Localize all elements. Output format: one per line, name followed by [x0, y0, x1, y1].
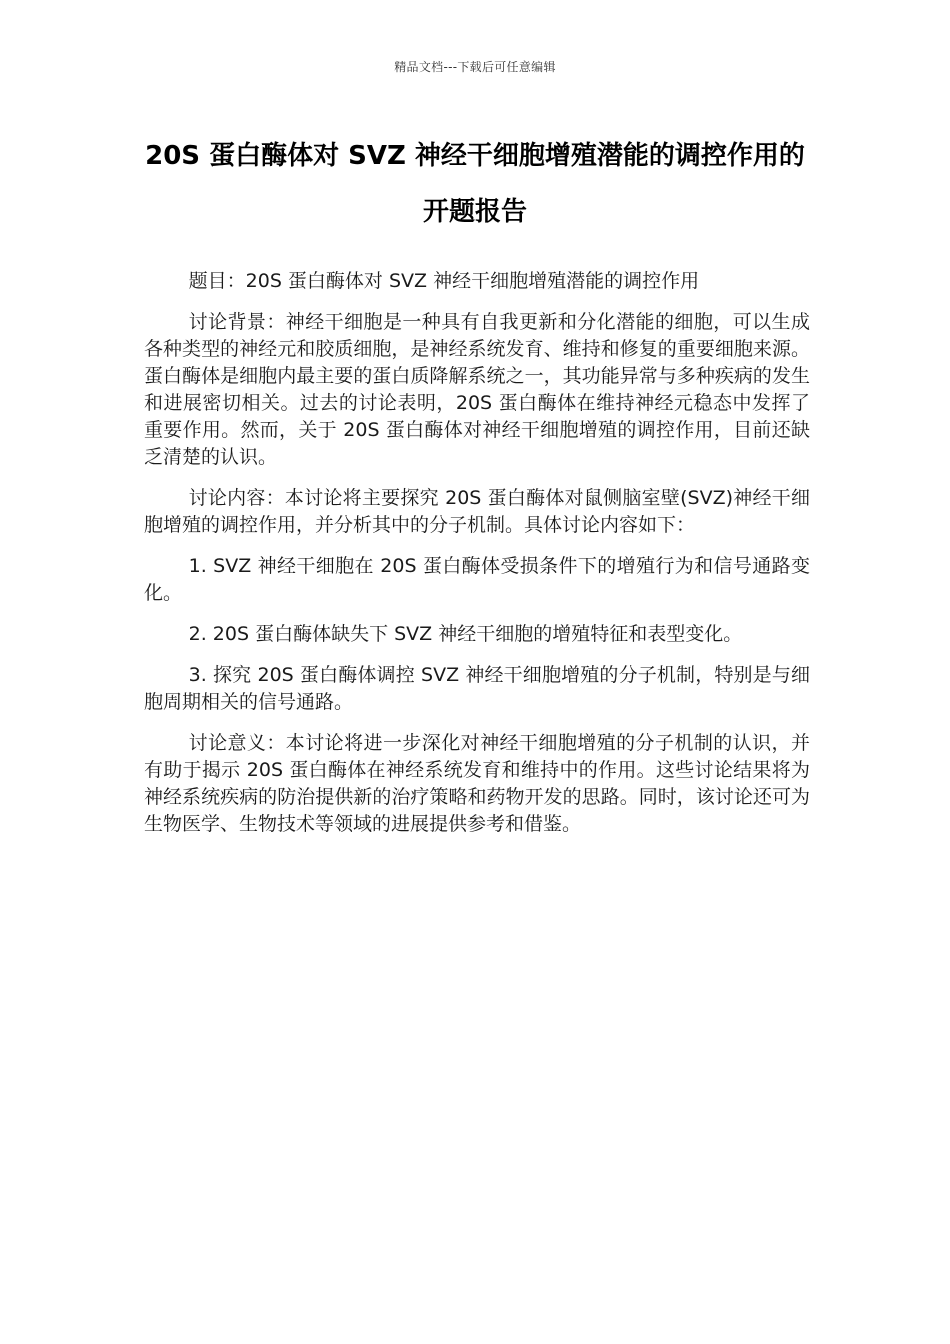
topic-paragraph: 题目：20S 蛋白酶体对 SVZ 神经干细胞增殖潜能的调控作用	[188, 270, 700, 292]
content-item-2: 2. 20S 蛋白酶体缺失下 SVZ 神经干细胞的增殖特征和表型变化。	[188, 623, 743, 645]
content-item-3: 3. 探究 20S 蛋白酶体调控 SVZ 神经干细胞增殖的分子机制，特别是与细胞周期相关的信号通路。	[144, 664, 810, 713]
document-title: 20S 蛋白酶体对 SVZ 神经干细胞增殖潜能的调控作用的开题报告	[145, 141, 805, 227]
significance-paragraph: 讨论意义：本讨论将进一步深化对神经干细胞增殖的分子机制的认识，并有助于揭示 20S 蛋白酶体在神经系统发育和维持中的作用。这些讨论结果将为神经系统疾病的防治提供新的治疗策略和药物开发的思路。同时，该讨论还可为生物医学、生物技术等领域的进展提供参考和借鉴。	[144, 732, 810, 835]
content-paragraph: 讨论内容：本讨论将主要探究 20S 蛋白酶体对鼠侧脑室壁(SVZ)神经干细胞增殖的调控作用，并分析其中的分子机制。具体讨论内容如下：	[144, 487, 810, 536]
content-item-1: 1. SVZ 神经干细胞在 20S 蛋白酶体受损条件下的增殖行为和信号通路变化。	[144, 555, 810, 604]
background-paragraph: 讨论背景：神经干细胞是一种具有自我更新和分化潜能的细胞，可以生成各种类型的神经元和胶质细胞，是神经系统发育、维持和修复的重要细胞来源。蛋白酶体是细胞内最主要的蛋白质降解系统之一，其功能异常与多种疾病的发生和进展密切相关。过去的讨论表明，20S 蛋白酶体在维持神经元稳态中发挥了重要作用。然而，关于 20S 蛋白酶体对神经干细胞增殖的调控作用，目前还缺乏清楚的认识。	[144, 311, 810, 468]
header-note: 精品文档---下载后可任意编辑	[394, 60, 556, 74]
document-body	[144, 268, 810, 852]
